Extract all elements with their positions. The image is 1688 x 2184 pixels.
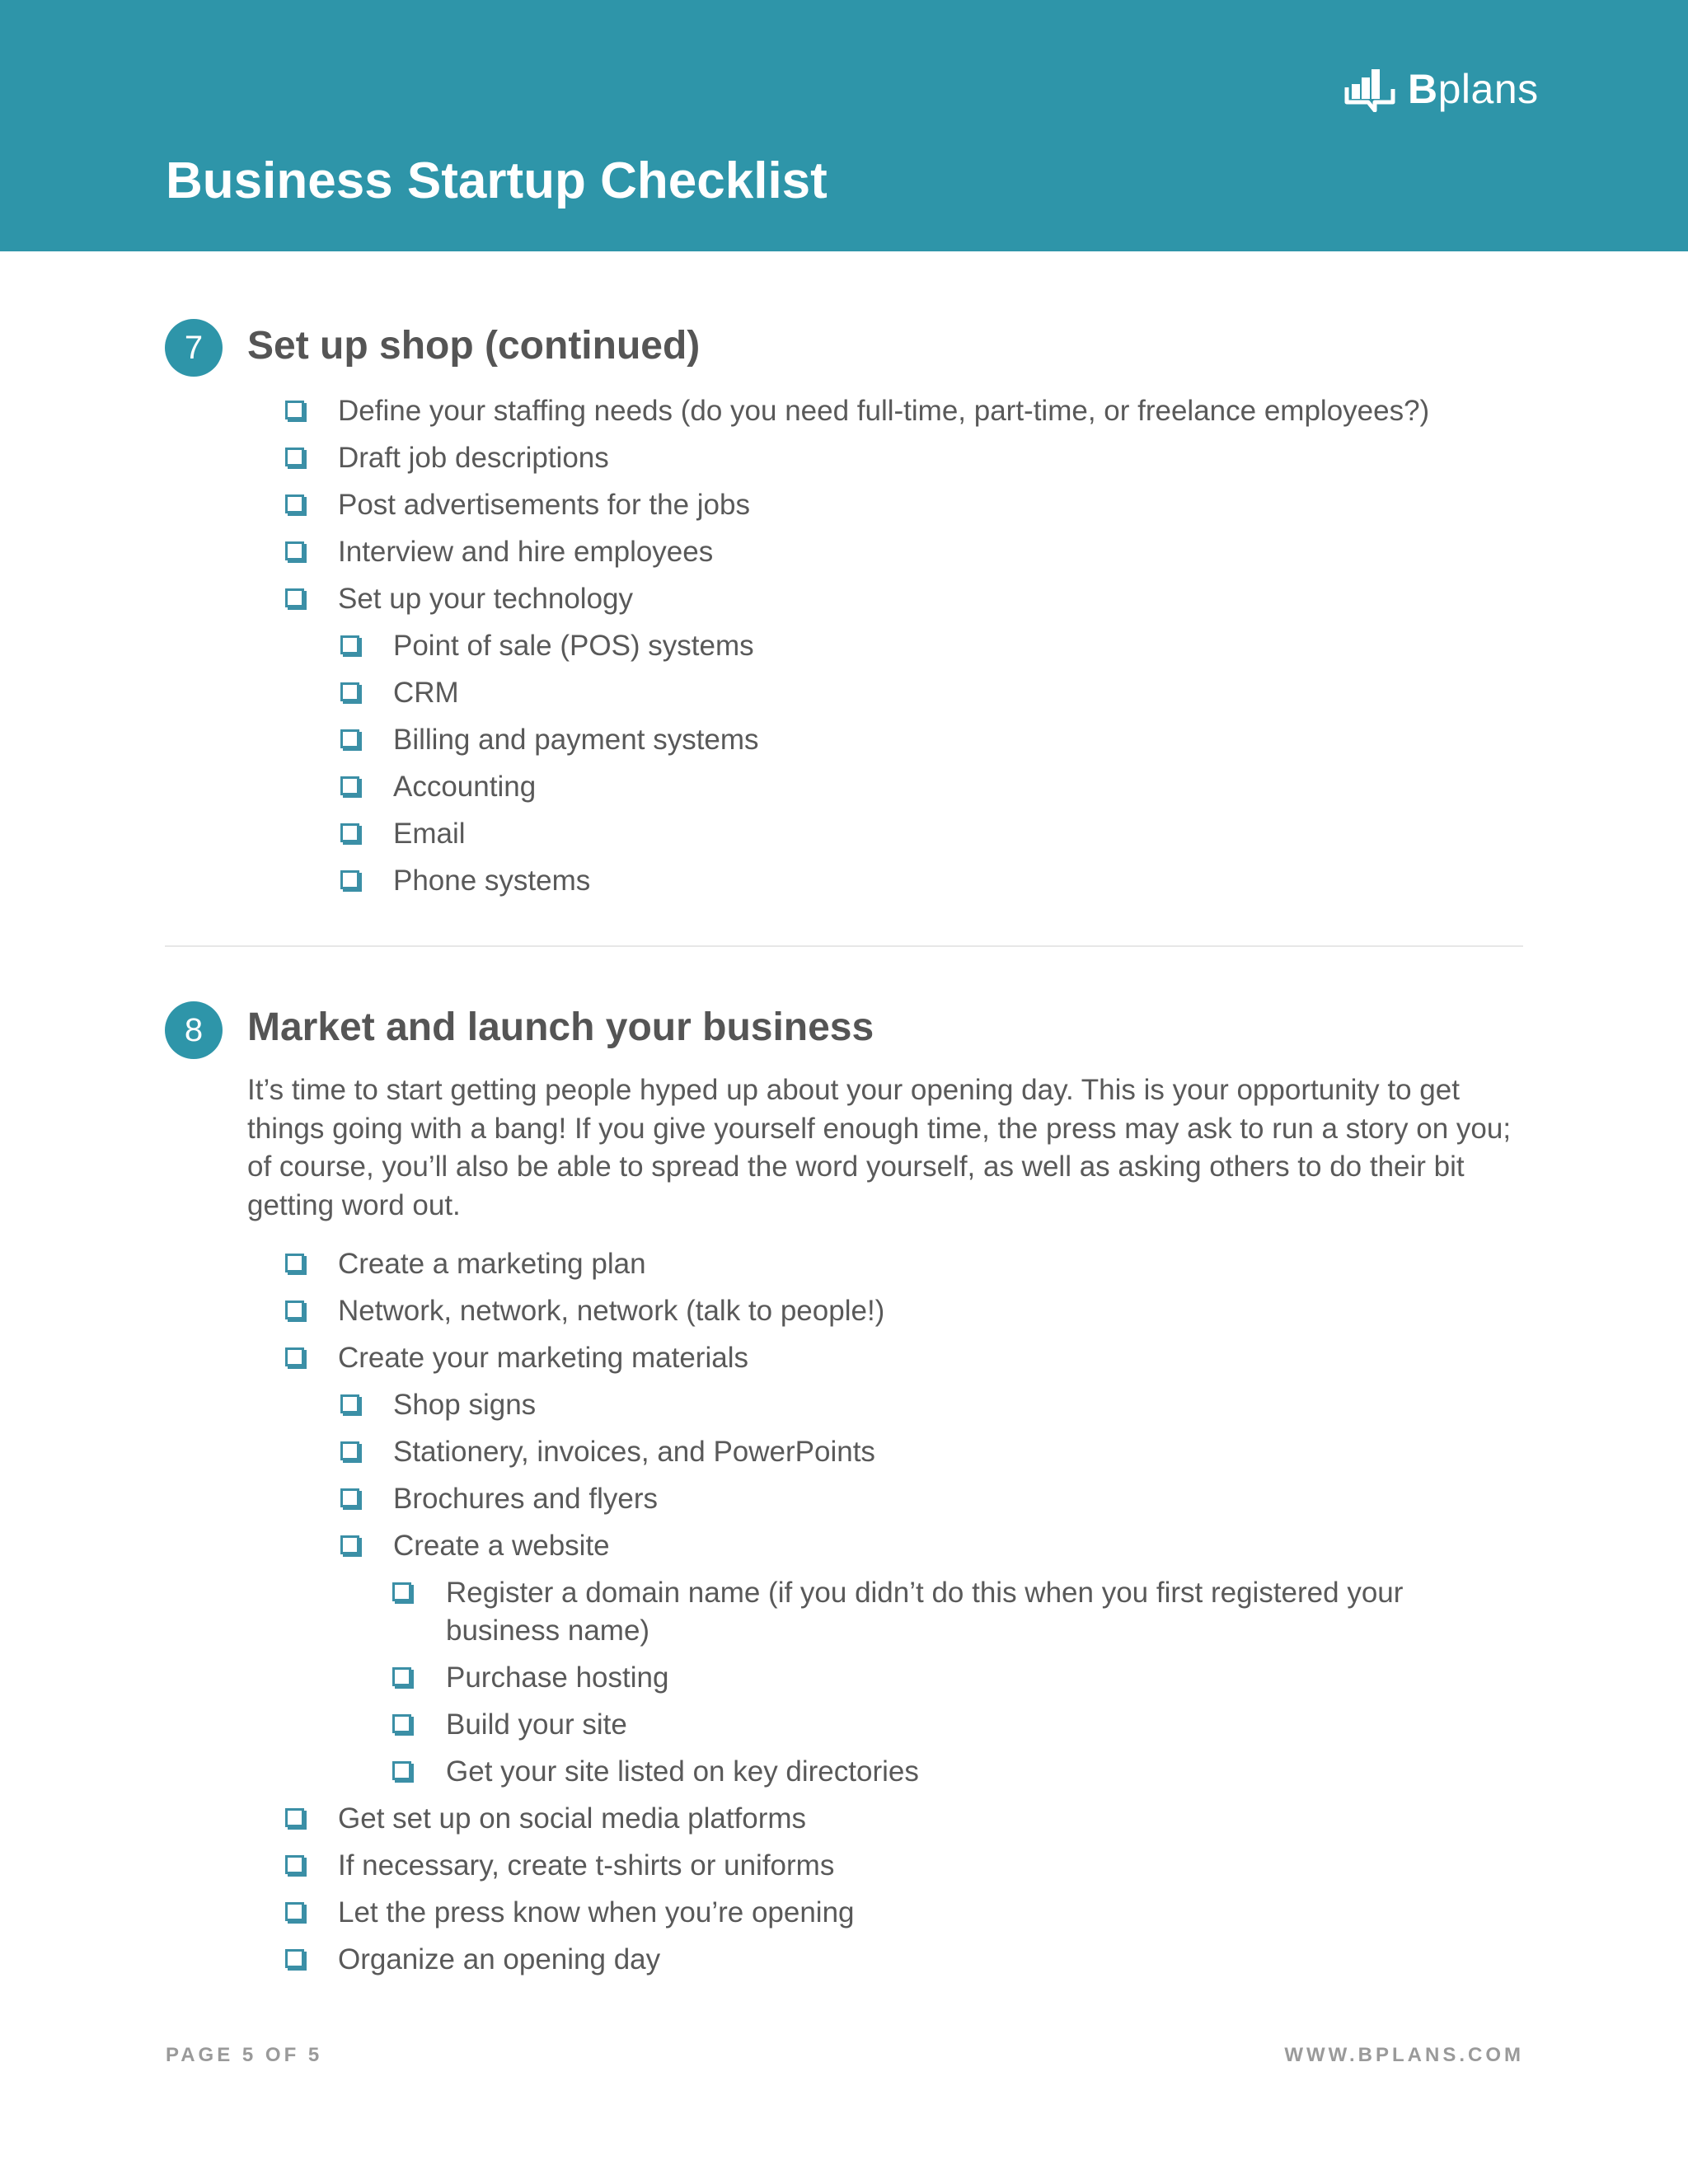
checklist-item-label: Get set up on social media platforms (338, 1802, 807, 1835)
checkbox-icon[interactable] (340, 870, 359, 889)
section-intro-paragraph: It’s time to start getting people hyped up about your opening day. This is your opportunity to get things going with a bang! If you give yourself enough time, the press may ask to run a story on you; of course, you’ll also be able to spread the word yourself, as well as asking others to do their bit getting word out. (247, 1074, 1512, 1221)
checklist-item-label: Register a domain name (if you didn’t do this when you first registered your business name) (446, 1577, 1404, 1647)
checkbox-icon[interactable] (340, 729, 359, 748)
step-number-7: 7 (165, 319, 223, 377)
checkbox-icon[interactable] (285, 448, 304, 466)
bplans-logo[interactable] (1343, 64, 1539, 114)
checklist-item-label: Define your staffing needs (do you need full-time, part-time, or freelance employees?) (338, 395, 1430, 427)
step-number-8: 8 (165, 1001, 223, 1059)
checkbox-icon[interactable] (392, 1761, 411, 1780)
checkbox-icon[interactable] (285, 1347, 304, 1366)
checklist-item-label: Billing and payment systems (393, 724, 759, 756)
checklist-item-label: If necessary, create t-shirts or uniforms (338, 1849, 835, 1882)
checklist-item-label: Network, network, network (talk to people!) (338, 1295, 885, 1327)
checklist-item-label: Accounting (393, 771, 537, 803)
section-title-market-launch: Market and launch your business (247, 1005, 874, 1049)
checklist-item-label: Create a website (393, 1530, 610, 1562)
checklist-item-label: Email (393, 818, 466, 850)
checkbox-icon[interactable] (285, 1254, 304, 1272)
section-divider (165, 945, 1523, 947)
checkbox-icon[interactable] (340, 1488, 359, 1507)
checkbox-icon[interactable] (392, 1582, 411, 1601)
checklist-item-label: Let the press know when you’re opening (338, 1896, 855, 1929)
checklist-item-label: Interview and hire employees (338, 536, 714, 568)
checklist-item-label: Create a marketing plan (338, 1248, 646, 1280)
checklist-item-label: CRM (393, 677, 459, 709)
checklist-item-label: Draft job descriptions (338, 442, 609, 474)
checkbox-icon[interactable] (285, 1301, 304, 1319)
checklist-item-label: Point of sale (POS) systems (393, 630, 754, 662)
section-title-set-up-shop: Set up shop (continued) (247, 324, 701, 368)
bplans-chart-speech-icon (1343, 66, 1398, 112)
checkbox-icon[interactable] (285, 541, 304, 560)
checklist-item-label: Post advertisements for the jobs (338, 489, 750, 521)
page-number: PAGE 5 OF 5 (166, 2044, 323, 2066)
checkbox-icon[interactable] (340, 1535, 359, 1554)
checkbox-icon[interactable] (340, 823, 359, 842)
checkbox-icon[interactable] (285, 401, 304, 419)
checklist-item-label: Purchase hosting (446, 1661, 669, 1694)
checkbox-icon[interactable] (285, 1808, 304, 1827)
checkbox-icon[interactable] (392, 1714, 411, 1733)
checklist-item-label: Phone systems (393, 865, 591, 897)
checklist-item-label: Shop signs (393, 1389, 537, 1421)
bplans-wordmark: Bplans (1408, 66, 1539, 112)
checkbox-icon[interactable] (340, 776, 359, 795)
checklist-item-label: Stationery, invoices, and PowerPoints (393, 1436, 875, 1468)
header-banner (0, 0, 1688, 251)
checkbox-icon[interactable] (340, 635, 359, 654)
checklist-item-label: Create your marketing materials (338, 1342, 748, 1374)
checklist-item-label: Build your site (446, 1708, 627, 1741)
checkbox-icon[interactable] (340, 1441, 359, 1460)
checkbox-icon[interactable] (285, 1855, 304, 1874)
checkbox-icon[interactable] (285, 1902, 304, 1921)
checklist-item-label: Get your site listed on key directories (446, 1755, 919, 1788)
checkbox-icon[interactable] (340, 1394, 359, 1413)
checklist-item-label: Brochures and flyers (393, 1483, 658, 1515)
checkbox-icon[interactable] (392, 1667, 411, 1686)
checkbox-icon[interactable] (340, 682, 359, 701)
checkbox-icon[interactable] (285, 1949, 304, 1968)
website-link[interactable]: WWW.BPLANS.COM (1284, 2044, 1524, 2066)
checkbox-icon[interactable] (285, 588, 304, 607)
checkbox-icon[interactable] (285, 494, 304, 513)
checklist-item-label: Set up your technology (338, 583, 634, 615)
checklist-item-label: Organize an opening day (338, 1943, 661, 1975)
document-title: Business Startup Checklist (166, 152, 828, 209)
